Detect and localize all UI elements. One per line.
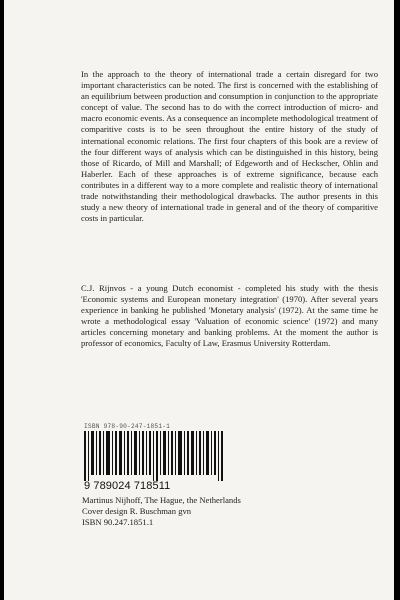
author-biography: C.J. Rijnvos - a young Dutch economist - completed his study with the thesis 'Economic systems and European monetary integration' (1970). After several years experience in banking he published 'Monetary analysis' (1972). At the same time he wrote a methodological essay 'Valuation of economic science' (1972) and many articles concerning monetary and banking problems. At the moment the author is professor of economics, Faculty of Law, Erasmus University Rotterdam. [81, 283, 378, 349]
isbn-barcode-label: ISBN 978-90-247-1851-1 [84, 423, 171, 430]
barcode-digits: 9 789024 718511 [84, 480, 171, 492]
barcode-graphic [84, 431, 225, 481]
publisher-name: Martinus Nijhoff, The Hague, the Netherlands [82, 495, 241, 505]
back-cover-page [4, 0, 394, 600]
book-description: In the approach to the theory of international trade a certain disregard for two important characteristics can be noted. The first is concerned with the establishing of an equilibrium between production and consumption in conjunction to the appropriate concept of value. The second has to do with the correct introduction of micro- and macro economic events. As a consequence an incomplete methodological treatment of comparitive costs is to be seen throughout the entire history of the study of international economic relations. The first four chapters of this book are a review of the four different ways of analysis which can be distinguished in this history, being those of Ricardo, of Mill and Marshall; of Edgeworth and of Heckscher, Ohlin and Haberler. Each of these approaches is of extreme significance, because each contributes in a different way to a more complete and realistic theory of international trade notwithstanding their methodological drawbacks. The author presents in this study a new theory of international trade in general and of the theory of comparitive costs in particular. [81, 69, 378, 224]
isbn-barcode [84, 431, 225, 481]
publisher-imprint [82, 495, 241, 528]
book-isbn: ISBN 90.247.1851.1 [82, 517, 154, 527]
cover-design-credit: Cover design R. Buschman gvn [82, 506, 192, 516]
